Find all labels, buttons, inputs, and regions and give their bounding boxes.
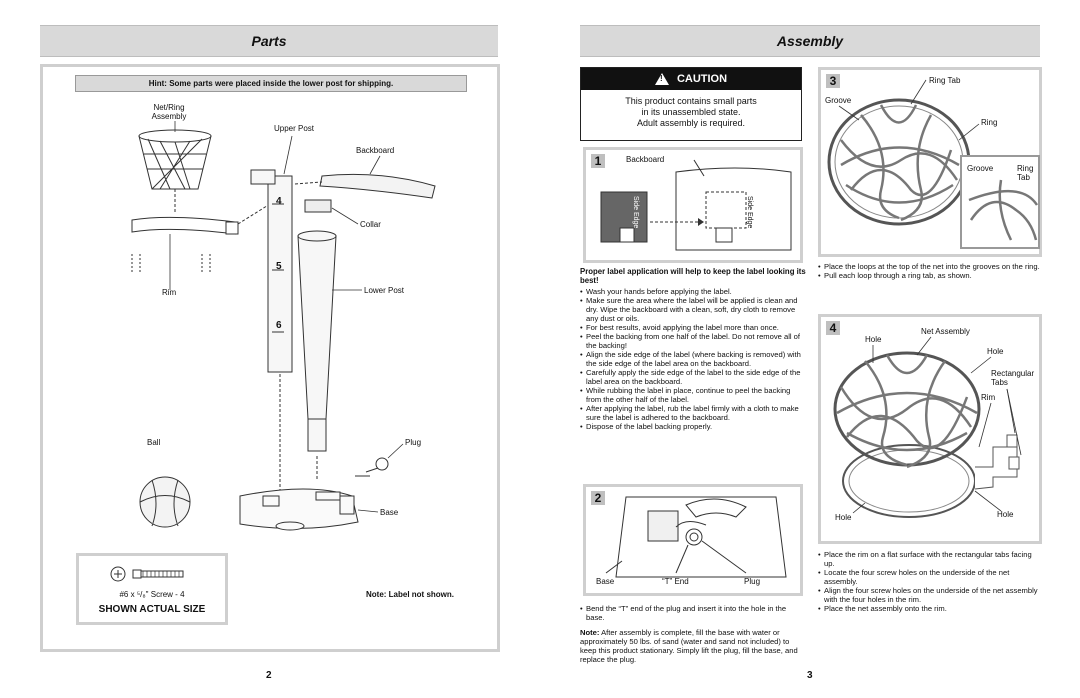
step1-side-edge-right: Side Edge bbox=[746, 196, 753, 229]
step4-hole-b-label: Hole bbox=[987, 347, 1004, 356]
upper-post-drawing bbox=[251, 170, 292, 372]
label-bullet: • Make sure the area where the label will be applied is clean and dry. Wipe the backboard with a clean, soft, dry cloth to remove any dust or oils. bbox=[580, 296, 806, 323]
warning-icon: ! bbox=[655, 73, 669, 85]
backboard-drawing bbox=[295, 174, 435, 198]
step1-diagram bbox=[586, 150, 800, 260]
label-lower-post: Lower Post bbox=[364, 286, 405, 295]
step3-inset-ring-tab-label: Ring Tab bbox=[1017, 164, 1034, 182]
shown-actual-size: SHOWN ACTUAL SIZE bbox=[98, 604, 206, 615]
hint-text: Hint: Some parts were placed inside the lower post for shipping. bbox=[148, 79, 394, 88]
step3-bullets bbox=[818, 262, 1042, 280]
step1-number: 1 bbox=[591, 154, 605, 168]
step4-net-assembly-label: Net Assembly bbox=[921, 327, 970, 336]
step3-bullet: • Place the loops at the top of the net into the grooves on the ring. bbox=[818, 262, 1042, 271]
step4-hole-d-label: Hole bbox=[997, 510, 1014, 519]
plug-drawing bbox=[355, 458, 388, 476]
step3-bullet: • Pull each loop through a ring tab, as shown. bbox=[818, 271, 1042, 280]
label-rim: Rim bbox=[162, 288, 177, 297]
step2-frame bbox=[583, 484, 803, 596]
caution-text: This product contains small parts in its unassembled state. Adult assembly is required. bbox=[625, 96, 757, 128]
screw-icon bbox=[109, 564, 199, 584]
label-collar: Collar bbox=[360, 220, 381, 229]
label-plug: Plug bbox=[405, 438, 422, 447]
parts-header bbox=[40, 25, 498, 57]
step1-frame bbox=[583, 147, 803, 263]
step2-diagram bbox=[586, 487, 800, 593]
post-number-4: 4 bbox=[276, 196, 282, 207]
net-ring-drawing bbox=[139, 130, 211, 189]
step4-net-rim bbox=[821, 317, 1039, 541]
step3-ring-net bbox=[821, 70, 1039, 254]
page-number-right: 3 bbox=[807, 670, 813, 681]
assembly-note bbox=[580, 628, 806, 664]
label-base: Base bbox=[380, 508, 399, 517]
step3-number: 3 bbox=[826, 74, 840, 88]
assembly-note-text: After assembly is complete, fill the base with water or approximately 50 lbs. of sand (water and sand not included) to keep this product stationary. Simply lift the plug, fill the base, and replace the plug. bbox=[580, 628, 798, 664]
label-net-ring: Net/Ring Assembly bbox=[151, 103, 187, 121]
label-bullet: • For best results, avoid applying the label more than once. bbox=[580, 323, 806, 332]
label-bullet: • While rubbing the label in place, continue to peel the backing from the other half of the label. bbox=[580, 386, 806, 404]
rim-drawing bbox=[132, 189, 270, 274]
label-heading: Proper label application will help to keep the label looking its best! bbox=[580, 267, 806, 285]
step3-ring-label: Ring bbox=[981, 118, 998, 127]
parts-title: Parts bbox=[251, 33, 287, 49]
step2-t-end-label: “T” End bbox=[662, 577, 689, 586]
note-label-not-shown: Note: Label not shown. bbox=[366, 590, 454, 599]
label-backboard: Backboard bbox=[356, 146, 395, 155]
step4-number: 4 bbox=[826, 321, 840, 335]
step3-inset-groove-label: Groove bbox=[967, 164, 994, 173]
actual-size-box bbox=[76, 553, 228, 625]
step4-bullet: • Locate the four screw holes on the underside of the net assembly. bbox=[818, 568, 1042, 586]
label-bullet: • Dispose of the label backing properly. bbox=[580, 422, 806, 431]
caution-box bbox=[580, 67, 802, 141]
step2-bullets bbox=[580, 604, 806, 622]
step3-ring-tab-label: Ring Tab bbox=[929, 76, 961, 85]
step3-frame bbox=[818, 67, 1042, 257]
screw-label: #6 x ⁵/₈" Screw - 4 bbox=[119, 590, 185, 599]
post-number-6: 6 bbox=[276, 320, 282, 331]
step3-groove-label: Groove bbox=[825, 96, 852, 105]
step4-frame bbox=[818, 314, 1042, 544]
step1-backboard-label: Backboard bbox=[626, 155, 665, 164]
step4-rim-label: Rim bbox=[981, 393, 996, 402]
ball-drawing bbox=[140, 477, 190, 527]
post-number-5: 5 bbox=[276, 261, 282, 272]
assembly-header bbox=[580, 25, 1040, 57]
label-bullet: • After applying the label, rub the label firmly with a cloth to make sure the label is adhered to the backboard. bbox=[580, 404, 806, 422]
step1-side-edge-left: Side Edge bbox=[632, 196, 639, 229]
label-bullet: • Wash your hands before applying the label. bbox=[580, 287, 806, 296]
step4-bullet: • Place the rim on a flat surface with the rectangular tabs facing up. bbox=[818, 550, 1042, 568]
step4-hole-c-label: Hole bbox=[835, 513, 852, 522]
step2-bullet: • Bend the “T” end of the plug and insert it into the hole in the base. bbox=[580, 604, 806, 622]
step4-bullets bbox=[818, 550, 1042, 613]
assembly-note-label: Note: bbox=[580, 628, 600, 637]
base-drawing bbox=[240, 489, 358, 530]
collar-drawing bbox=[305, 200, 331, 212]
label-bullets bbox=[580, 287, 806, 431]
step4-hole-a-label: Hole bbox=[865, 335, 882, 344]
caution-title: CAUTION bbox=[676, 73, 728, 85]
step2-base-label: Base bbox=[596, 577, 615, 586]
assembly-title: Assembly bbox=[776, 33, 844, 49]
label-upper-post: Upper Post bbox=[274, 124, 315, 133]
label-bullet: • Align the side edge of the label (where backing is removed) with the side edge of the label area on the backboard. bbox=[580, 350, 806, 368]
step4-rect-tabs-label: Rectangular Tabs bbox=[991, 369, 1035, 387]
step4-bullet: • Align the four screw holes on the underside of the net assembly with the four holes in the rim. bbox=[818, 586, 1042, 604]
label-bullet: • Peel the backing from one half of the label. Do not remove all of the backing! bbox=[580, 332, 806, 350]
step4-bullet: • Place the net assembly onto the rim. bbox=[818, 604, 1042, 613]
page-number-left: 2 bbox=[266, 670, 272, 681]
step2-plug-label: Plug bbox=[744, 577, 761, 586]
label-bullet: • Carefully apply the side edge of the label to the side edge of the label area on the backboard. bbox=[580, 368, 806, 386]
step2-number: 2 bbox=[591, 491, 605, 505]
label-ball: Ball bbox=[147, 438, 161, 447]
caution-bar bbox=[581, 68, 801, 90]
